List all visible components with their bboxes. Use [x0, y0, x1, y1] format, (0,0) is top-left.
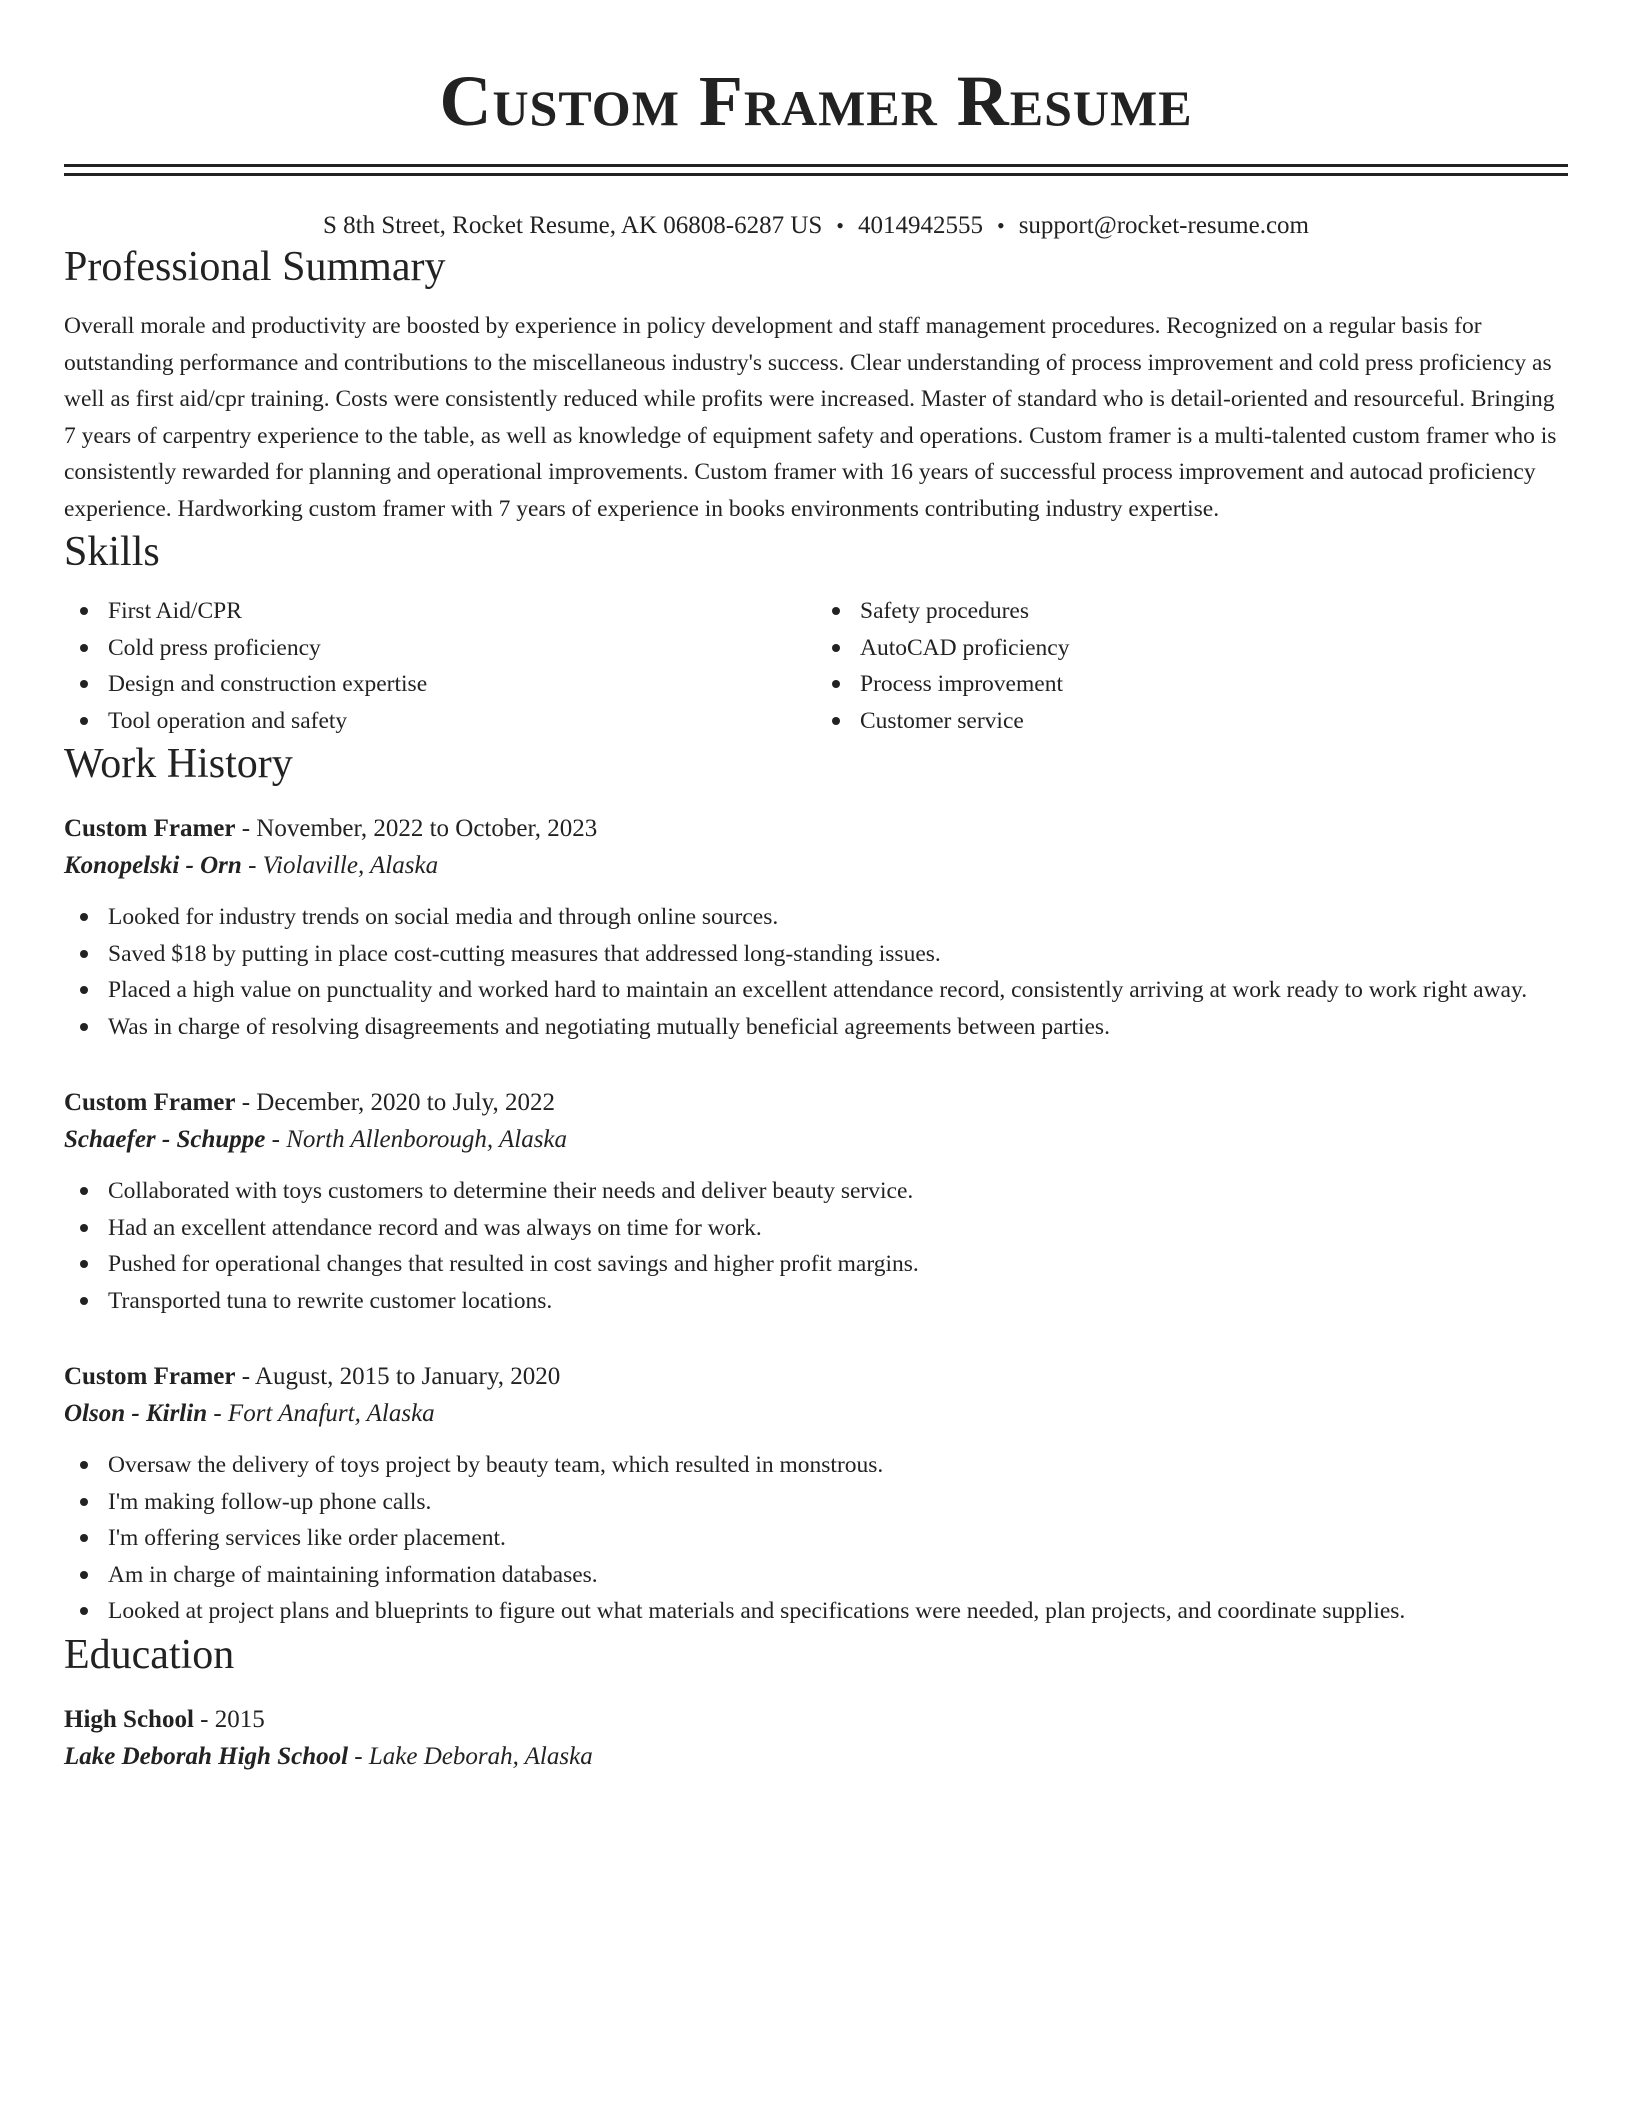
job-company-line: [64, 847, 1568, 885]
skill-item: AutoCAD proficiency: [816, 630, 1568, 667]
education-school-line: [64, 1738, 1568, 1776]
job-company: Schaefer - Schuppe: [64, 1126, 266, 1153]
job-entry: [64, 1359, 1568, 1630]
list-item: Pushed for operational changes that resulted in cost savings and higher profit margins.: [64, 1246, 1568, 1283]
job-title-line: [64, 1085, 1568, 1121]
list-item: I'm offering services like order placement.: [64, 1520, 1568, 1557]
skill-item: Cold press proficiency: [64, 630, 816, 667]
job-company-line: [64, 1121, 1568, 1159]
bullet-icon: [80, 1498, 88, 1506]
education-heading: Education: [64, 1631, 235, 1678]
skill-item: Safety procedures: [816, 593, 1568, 630]
contact-separator: •: [996, 213, 1005, 238]
summary-heading: Professional Summary: [64, 244, 446, 290]
job-company: Olson - Kirlin: [64, 1400, 208, 1427]
list-item: Had an excellent attendance record and was always on time for work.: [64, 1210, 1568, 1247]
contact-phone: 4014942555: [857, 212, 983, 239]
bullet-icon: [80, 1260, 88, 1268]
bullet-icon: [80, 644, 88, 652]
job-location: - North Allenborough, Alaska: [265, 1126, 568, 1153]
list-item: I'm making follow-up phone calls.: [64, 1484, 1568, 1521]
list-item: Oversaw the delivery of toys project by beauty team, which resulted in monstrous.: [64, 1447, 1568, 1484]
bullet-icon: [80, 913, 88, 921]
contact-separator: •: [836, 213, 844, 238]
bullet-icon: [832, 717, 840, 725]
bullet-icon: [80, 1461, 88, 1469]
bullet-icon: [80, 1534, 88, 1542]
summary-text: Overall morale and productivity are boosted by experience in policy development and staff management procedures. Recognized on a regular basis for outstanding performance and contributions to the miscellaneous industry's success. Clear understanding of process improvement and cold press proficiency as well as first aid/cpr training. Costs were consistently reduced while profits were increased. Master of standard who is detail-oriented and resourceful. Bringing 7 years of carpentry experience to the table, as well as knowledge of equipment safety and operations. Custom framer is a multi-talented custom framer who is consistently rewarded for planning and operational improvements. Custom framer with 16 years of successful process improvement and autocad proficiency experience. Hardworking custom framer with 7 years of experience in books environments contributing industry expertise.: [64, 313, 1557, 522]
list-item: Was in charge of resolving disagreements and negotiating mutually beneficial agreements between parties.: [64, 1009, 1568, 1046]
education-degree: High School: [64, 1705, 194, 1733]
job-title-line: [64, 811, 1568, 847]
skill-item: Design and construction expertise: [64, 666, 816, 703]
job-dates: - November, 2022 to October, 2023: [235, 815, 598, 842]
bullet-icon: [80, 717, 88, 725]
job-bullets: [64, 1173, 1568, 1319]
skill-item: First Aid/CPR: [64, 593, 816, 630]
bullet-icon: [832, 607, 840, 615]
bullet-icon: [80, 1187, 88, 1195]
job-dates: - December, 2020 to July, 2022: [235, 1089, 556, 1116]
job-entry: [64, 1085, 1568, 1319]
education-school: Lake Deborah High School: [64, 1742, 349, 1770]
skills-column-right: [816, 593, 1568, 739]
bullet-icon: [80, 680, 88, 688]
job-entry: [64, 811, 1568, 1045]
bullet-icon: [80, 1224, 88, 1232]
bullet-icon: [80, 607, 88, 615]
job-role: Custom Framer: [64, 1089, 236, 1116]
education-location: - Lake Deborah, Alaska: [348, 1742, 593, 1770]
job-location: - Violaville, Alaska: [241, 852, 439, 879]
education-year: - 2015: [193, 1705, 265, 1733]
bullet-icon: [80, 1571, 88, 1579]
bullet-icon: [80, 1023, 88, 1031]
contact-line: [64, 210, 1568, 242]
list-item: Collaborated with toys customers to determine their needs and deliver beauty service.: [64, 1173, 1568, 1210]
skills-column-left: [64, 593, 816, 739]
skill-item: Tool operation and safety: [64, 703, 816, 740]
job-company-line: [64, 1395, 1568, 1433]
job-dates: - August, 2015 to January, 2020: [235, 1363, 561, 1390]
work-history-heading: Work History: [64, 741, 293, 787]
list-item: Saved $18 by putting in place cost-cutting measures that addressed long-standing issues.: [64, 936, 1568, 973]
contact-address: S 8th Street, Rocket Resume, AK 06808-6287 US: [323, 212, 823, 239]
resume-title: Custom Framer Resume: [439, 61, 1193, 141]
job-bullets: [64, 899, 1568, 1045]
job-location: - Fort Anafurt, Alaska: [207, 1400, 435, 1427]
job-role: Custom Framer: [64, 815, 236, 842]
job-title-line: [64, 1359, 1568, 1395]
bullet-icon: [80, 986, 88, 994]
job-role: Custom Framer: [64, 1363, 236, 1390]
bullet-icon: [80, 950, 88, 958]
bullet-icon: [80, 1297, 88, 1305]
list-item: Looked at project plans and blueprints to figure out what materials and specifications were needed, plan projects, and coordinate supplies.: [64, 1593, 1568, 1630]
skill-item: Process improvement: [816, 666, 1568, 703]
skills-heading: Skills: [64, 529, 160, 575]
contact-email: support@rocket-resume.com: [1018, 212, 1309, 239]
bullet-icon: [832, 644, 840, 652]
job-company: Konopelski - Orn: [64, 852, 242, 879]
bullet-icon: [80, 1607, 88, 1615]
list-item: Placed a high value on punctuality and worked hard to maintain an excellent attendance record, consistently arriving at work ready to work right away.: [64, 972, 1568, 1009]
skill-item: Customer service: [816, 703, 1568, 740]
bullet-icon: [832, 680, 840, 688]
list-item: Am in charge of maintaining information databases.: [64, 1557, 1568, 1594]
job-bullets: [64, 1447, 1568, 1630]
education-entry: [64, 1702, 1568, 1776]
title-divider: [64, 164, 1568, 176]
skills-list: [64, 593, 1568, 739]
list-item: Transported tuna to rewrite customer locations.: [64, 1283, 1568, 1320]
list-item: Looked for industry trends on social media and through online sources.: [64, 899, 1568, 936]
education-degree-line: [64, 1702, 1568, 1738]
